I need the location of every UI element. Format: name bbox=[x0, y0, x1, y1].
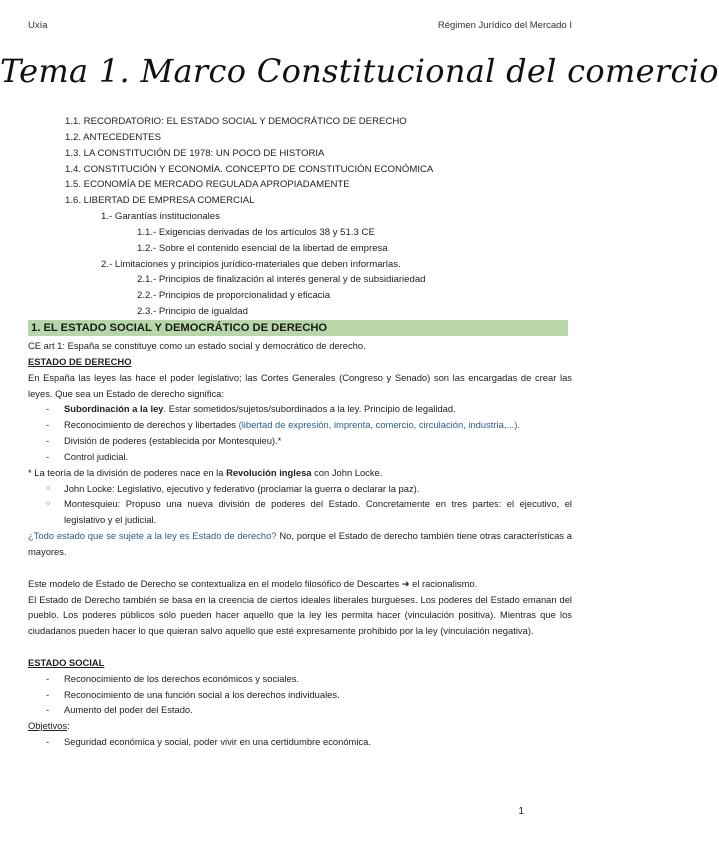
paragraph: El Estado de Derecho también se basa en la creencia de ciertos ideales liberales burgueses. Los poderes del Estado emanan del pueblo. Los poderes públicos sólo pueden hacer aquello que la ley les permita hacer (vinculación positiva). Mientras que los ciudadanos pueden hacer lo que quieran salvo aquello que esté expresamente prohibido por la ley (vinculación negativa). bbox=[28, 593, 572, 637]
list-item-text: . Estar sometidos/sujetos/subordinados a la ley. Principio de legalidad. bbox=[163, 403, 456, 415]
list-item bbox=[28, 401, 572, 417]
list-item: - Reconocimiento de los derechos económicos y sociales. bbox=[28, 671, 572, 687]
bold-term: Subordinación a la ley bbox=[64, 403, 164, 415]
toc-item: 1.2.- Sobre el contenido esencial de la libertad de empresa bbox=[137, 242, 388, 254]
estado-derecho-intro: En España las leyes las hace el poder legislativo; las Cortes Generales (Congreso y Senado) son las encargadas de crear las leyes. Que sea un Estado de derecho significa: bbox=[28, 371, 572, 399]
circle-item: ○ Montesquieu: Propuso una nueva división de poderes del Estado. Concretamente en tres partes: el ejecutivo, el legislativo y el judicial. bbox=[28, 496, 572, 528]
toc-item: 2.2.- Principios de proporcionalidad y eficacia bbox=[137, 290, 331, 302]
spacer bbox=[28, 560, 572, 576]
list-item: - Control judicial. bbox=[28, 449, 572, 465]
estado-derecho-title: ESTADO DE DERECHO bbox=[28, 355, 132, 367]
estado-social-title: ESTADO SOCIAL bbox=[28, 656, 105, 668]
objetivos-heading bbox=[28, 718, 572, 734]
list-item: - Aumento del poder del Estado. bbox=[28, 702, 572, 718]
section-heading: 1. EL ESTADO SOCIAL Y DEMOCRÁTICO DE DERECHO bbox=[31, 322, 328, 334]
toc-item: 1.4. CONSTITUCIÓN Y ECONOMÍA. CONCEPTO DE CONSTITUCIÓN ECONÓMICA bbox=[65, 163, 434, 175]
spacer bbox=[28, 639, 572, 655]
footnote-text: * La teoría de la división de poderes nace en la bbox=[28, 466, 227, 478]
header-author: Uxía bbox=[28, 20, 48, 31]
ce-article: CE art 1: España se constituye como un estado social y democrático de derecho. bbox=[28, 340, 366, 351]
toc-item: 2.3.- Principio de igualdad bbox=[137, 306, 248, 318]
section-heading-bar bbox=[28, 320, 568, 336]
list-item: - Reconocimiento de una función social a los derechos individuales. bbox=[28, 687, 572, 703]
objetivos-colon: : bbox=[67, 720, 70, 732]
footnote bbox=[28, 465, 572, 481]
highlight-text: (libertad de expresión, imprenta, comercio, circulación, industria,...). bbox=[238, 419, 520, 431]
page-number: 1 bbox=[518, 806, 524, 817]
header-course: Régimen Jurídico del Mercado I bbox=[437, 20, 572, 31]
toc-item: 1.2. ANTECEDENTES bbox=[65, 131, 161, 143]
circle-item: ○ John Locke: Legislativo, ejecutivo y federativo (proclamar la guerra o declarar la paz). bbox=[28, 481, 572, 497]
bold-term: Revolución inglesa bbox=[226, 466, 312, 478]
toc-item: 1.5. ECONOMÍA DE MERCADO REGULADA APROPIADAMENTE bbox=[65, 179, 350, 191]
list-item: - Seguridad económica y social, poder vivir en una certidumbre económica. bbox=[28, 734, 572, 750]
toc-item: 1.3. LA CONSTITUCIÓN DE 1978: UN POCO DE HISTORIA bbox=[65, 147, 325, 159]
list-item: - División de poderes (establecida por Montesquieu).* bbox=[28, 433, 572, 449]
list-item-text: Reconocimiento de derechos y libertades bbox=[64, 419, 239, 431]
answer-text: No, porque el Estado de derecho también tiene otras características a mayores. bbox=[28, 530, 572, 557]
page-title: Tema 1. Marco Constitucional del comercio bbox=[0, 52, 719, 90]
toc-item: 1.6. LIBERTAD DE EMPRESA COMERCIAL bbox=[65, 195, 255, 207]
toc-item: 2.- Limitaciones y principios jurídico-materiales que deben informarlas. bbox=[101, 258, 401, 270]
objetivos-title: Objetivos bbox=[28, 720, 68, 732]
toc-item: 1.1. RECORDATORIO: EL ESTADO SOCIAL Y DEMOCRÁTICO DE DERECHO bbox=[65, 116, 407, 127]
footnote-text: con John Locke. bbox=[311, 466, 383, 478]
list-item bbox=[28, 417, 572, 433]
table-of-contents bbox=[0, 114, 600, 320]
toc-item: 2.1.- Principios de finalización al interés general y de subsidiariedad bbox=[137, 274, 426, 286]
toc-item: 1.1.- Exigencias derivadas de los artículos 38 y 51.3 CE bbox=[137, 226, 375, 238]
section-body bbox=[28, 338, 572, 750]
paragraph: Este modelo de Estado de Derecho se contextualiza en el modelo filosófico de Descartes ➜ el racionalismo. bbox=[28, 577, 478, 589]
question-text: ¿Todo estado que se sujete a la ley es Estado de derecho? bbox=[28, 530, 277, 542]
question-paragraph bbox=[28, 528, 572, 560]
toc-item: 1.- Garantías institucionales bbox=[101, 211, 220, 223]
